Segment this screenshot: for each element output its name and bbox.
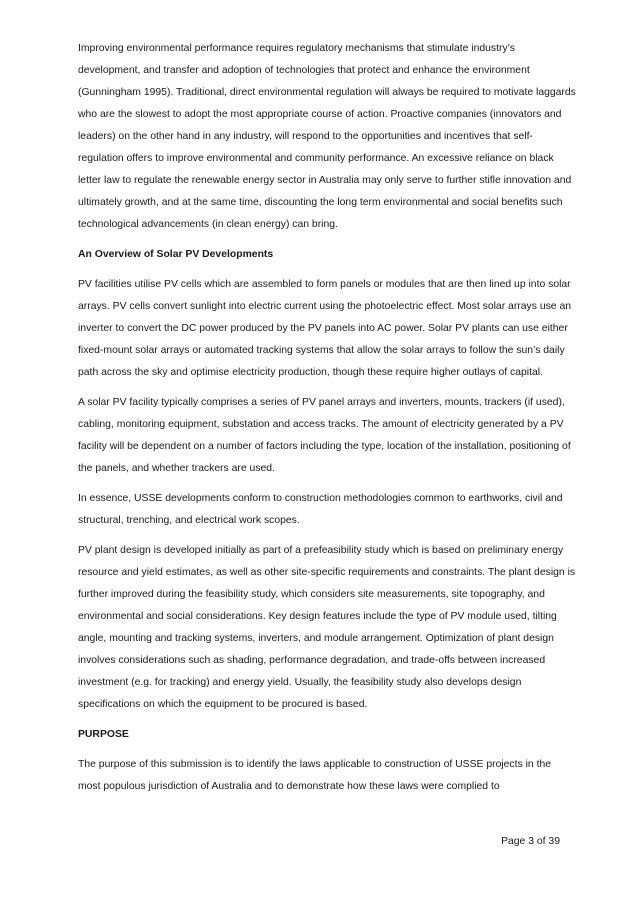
paragraph-regulation: Improving environmental performance requires regulatory mechanisms that stimulate industry’s development, and transfer and adoption of technologies that protect and enhance the environment (Gunningham 1995). Traditional, direct environmental regulation will always be required to motivate laggards who are the slowest to adopt the most appropriate course of action. Proactive companies (innovators and leaders) on the other hand in any industry, will respond to the opportunities and incentives that self-regulation offers to improve environmental and community performance. An excessive reliance on black letter law to regulate the renewable energy sector in Australia may only serve to further stifle innovation and ultimately growth, and at the same time, discounting the long term environmental and social benefits such technological advancements (in clean energy) can bring.	[78, 43, 576, 230]
heading-solar-pv-overview: An Overview of Solar PV Developments	[78, 249, 274, 260]
paragraph-pv-components: A solar PV facility typically comprises a series of PV panel arrays and inverters, mounts, trackers (if used), cabling, monitoring equipment, substation and access tracks. The amount of electricity generated by a PV facility will be dependent on a number of factors including the type, location of the installation, positioning of the panels, and whether trackers are used.	[78, 397, 571, 474]
page-number: Page 3 of 39	[501, 836, 560, 847]
paragraph-pv-facilities: PV facilities utilise PV cells which are assembled to form panels or modules that are then lined up into solar arrays. PV cells convert sunlight into electric current using the photoelectric effect. Most solar arrays use an inverter to convert the DC power produced by the PV panels into AC power. Solar PV plants can use either fixed-mount solar arrays or automated tracking systems that allow the solar arrays to follow the sun’s daily path across the sky and optimise electricity production, though these require higher outlays of capital.	[78, 279, 572, 378]
paragraph-construction-methodologies: In essence, USSE developments conform to construction methodologies common to earthworks, civil and structural, trenching, and electrical work scopes.	[78, 493, 563, 526]
heading-purpose: PURPOSE	[78, 729, 129, 740]
paragraph-purpose: The purpose of this submission is to identify the laws applicable to construction of USSE projects in the most populous jurisdiction of Australia and to demonstrate how these laws were complied to	[78, 759, 552, 792]
paragraph-plant-design: PV plant design is developed initially as part of a prefeasibility study which is based on preliminary energy resource and yield estimates, as well as other site-specific requirements and constraints. The plant design is further improved during the feasibility study, which considers site measurements, site topography, and environmental and social considerations. Key design features include the type of PV module used, tilting angle, mounting and tracking systems, inverters, and module arrangement. Optimization of plant design involves considerations such as shading, performance degradation, and trade-offs between increased investment (e.g. for tracking) and energy yield. Usually, the feasibility study also develops design specifications on which the equipment to be procured is based.	[78, 545, 576, 710]
